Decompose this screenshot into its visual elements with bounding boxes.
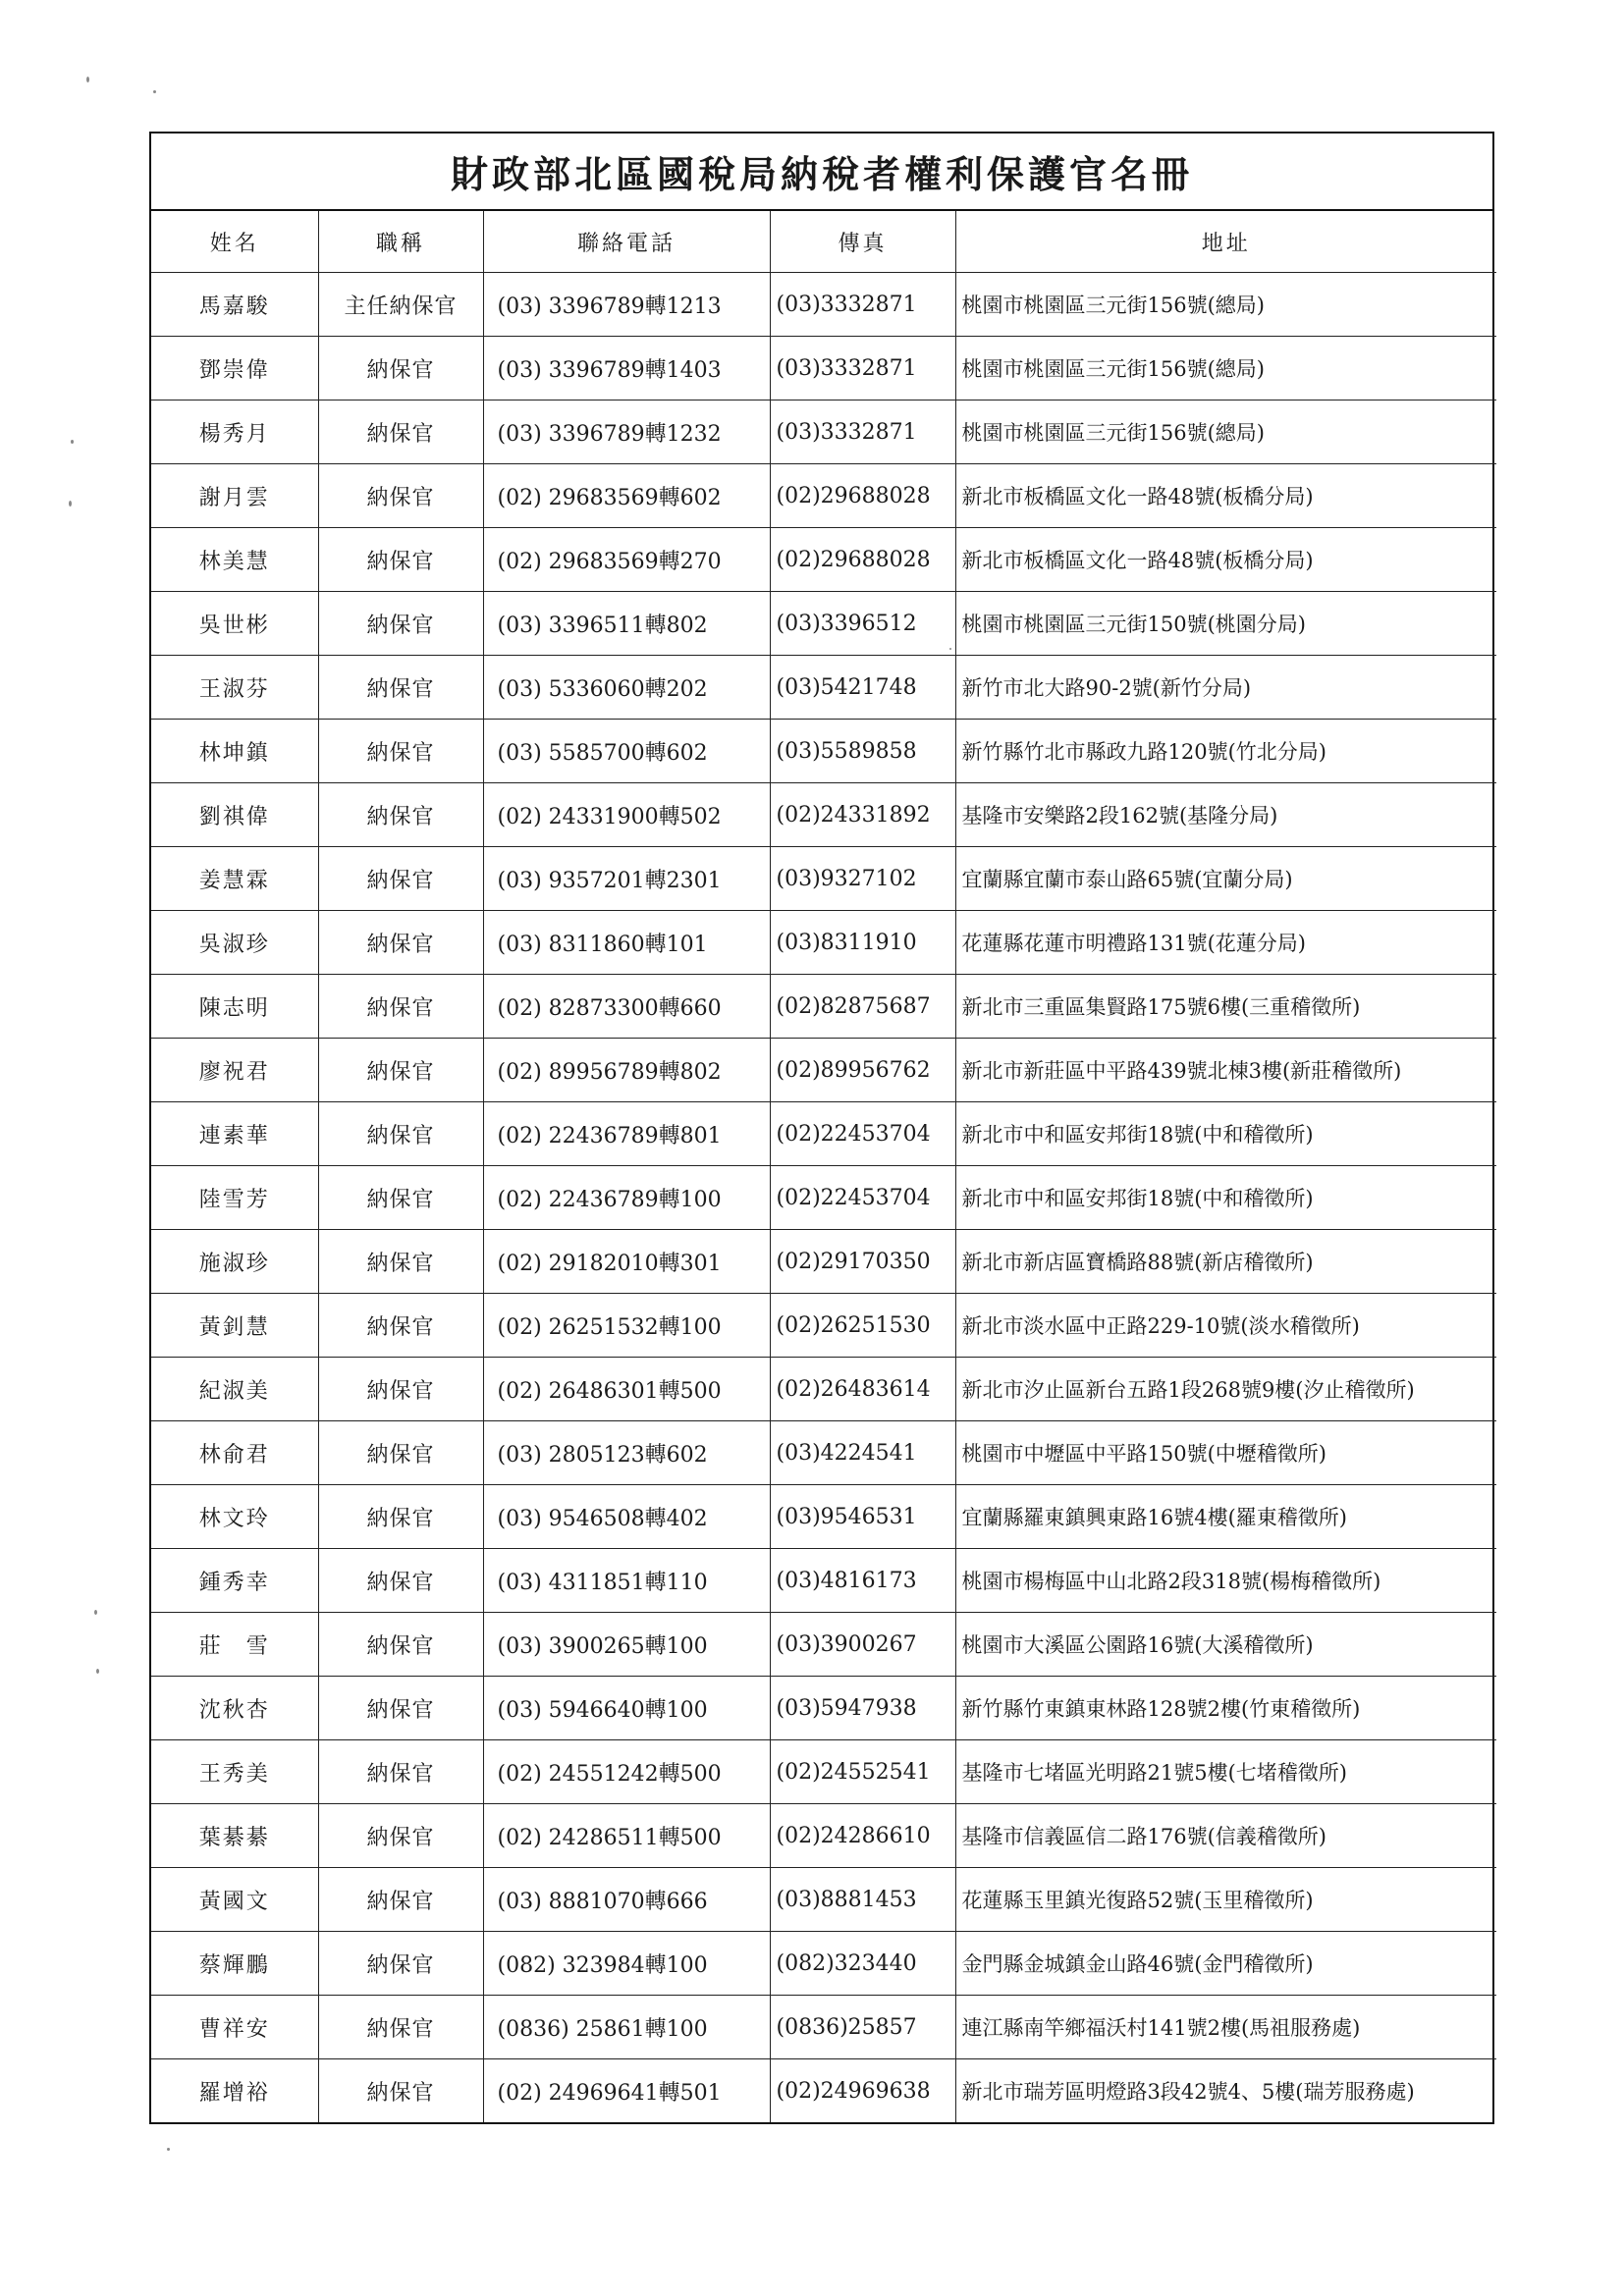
table-row — [151, 1677, 1496, 1740]
table-row — [151, 592, 1496, 656]
officer-fax: (03)5589858 — [770, 720, 955, 783]
officer-phone: (02) 29683569轉270 — [483, 528, 770, 592]
roster-table — [151, 211, 1496, 2122]
table-row — [151, 2059, 1496, 2123]
table-row — [151, 1358, 1496, 1421]
officer-title: 納保官 — [318, 1166, 483, 1230]
roster-document — [149, 132, 1494, 2124]
officer-address: 新北市板橋區文化一路48號(板橋分局) — [955, 464, 1496, 528]
officer-fax: (03)3396512 — [770, 592, 955, 656]
officer-phone: (0836) 25861轉100 — [483, 1996, 770, 2059]
officer-phone: (02) 26251532轉100 — [483, 1294, 770, 1358]
table-row — [151, 911, 1496, 975]
table-row — [151, 1996, 1496, 2059]
officer-phone: (03) 9546508轉402 — [483, 1485, 770, 1549]
officer-name: 黃釗慧 — [151, 1294, 318, 1358]
table-row — [151, 400, 1496, 464]
table-row — [151, 1294, 1496, 1358]
officer-title: 納保官 — [318, 1996, 483, 2059]
officer-phone: (02) 24969641轉501 — [483, 2059, 770, 2123]
officer-phone: (03) 3396789轉1403 — [483, 337, 770, 400]
officer-phone: (03) 3396789轉1213 — [483, 273, 770, 337]
officer-phone: (03) 3900265轉100 — [483, 1613, 770, 1677]
officer-address: 新北市中和區安邦街18號(中和稽徵所) — [955, 1102, 1496, 1166]
scan-speck — [94, 1610, 97, 1615]
table-row — [151, 1166, 1496, 1230]
officer-address: 連江縣南竿鄉福沃村141號2樓(馬祖服務處) — [955, 1996, 1496, 2059]
officer-address: 新北市汐止區新台五路1段268號9樓(汐止稽徵所) — [955, 1358, 1496, 1421]
officer-title: 納保官 — [318, 1677, 483, 1740]
officer-title: 納保官 — [318, 783, 483, 847]
officer-title: 納保官 — [318, 1358, 483, 1421]
officer-title: 納保官 — [318, 2059, 483, 2123]
officer-name: 林美慧 — [151, 528, 318, 592]
officer-phone: (03) 8311860轉101 — [483, 911, 770, 975]
officer-title: 納保官 — [318, 720, 483, 783]
officer-address: 宜蘭縣宜蘭市泰山路65號(宜蘭分局) — [955, 847, 1496, 911]
officer-fax: (02)29170350 — [770, 1230, 955, 1294]
officer-phone: (02) 82873300轉660 — [483, 975, 770, 1039]
officer-phone: (02) 29182010轉301 — [483, 1230, 770, 1294]
officer-phone: (02) 24551242轉500 — [483, 1740, 770, 1804]
officer-phone: (03) 5946640轉100 — [483, 1677, 770, 1740]
officer-title: 納保官 — [318, 1485, 483, 1549]
officer-name: 劉祺偉 — [151, 783, 318, 847]
officer-name: 羅增裕 — [151, 2059, 318, 2123]
officer-address: 新北市新莊區中平路439號北棟3樓(新莊稽徵所) — [955, 1039, 1496, 1102]
table-row — [151, 975, 1496, 1039]
officer-phone: (03) 5336060轉202 — [483, 656, 770, 720]
officer-fax: (03)8311910 — [770, 911, 955, 975]
scan-speck — [69, 501, 72, 507]
officer-address: 新竹市北大路90-2號(新竹分局) — [955, 656, 1496, 720]
officer-name: 施淑珍 — [151, 1230, 318, 1294]
officer-address: 新北市新店區寶橋路88號(新店稽徵所) — [955, 1230, 1496, 1294]
officer-phone: (03) 3396511轉802 — [483, 592, 770, 656]
table-row — [151, 1102, 1496, 1166]
table-row — [151, 464, 1496, 528]
officer-fax: (03)4224541 — [770, 1421, 955, 1485]
officer-name: 廖祝君 — [151, 1039, 318, 1102]
officer-name: 莊 雪 — [151, 1613, 318, 1677]
officer-address: 新北市三重區集賢路175號6樓(三重稽徵所) — [955, 975, 1496, 1039]
officer-phone: (02) 24331900轉502 — [483, 783, 770, 847]
officer-title: 納保官 — [318, 1102, 483, 1166]
officer-name: 陸雪芳 — [151, 1166, 318, 1230]
officer-title: 納保官 — [318, 1932, 483, 1996]
officer-name: 鄧崇偉 — [151, 337, 318, 400]
officer-fax: (02)22453704 — [770, 1102, 955, 1166]
officer-name: 陳志明 — [151, 975, 318, 1039]
officer-name: 林文玲 — [151, 1485, 318, 1549]
officer-phone: (03) 8881070轉666 — [483, 1868, 770, 1932]
scan-speck — [96, 1669, 99, 1674]
officer-title: 納保官 — [318, 592, 483, 656]
scan-speck — [153, 90, 156, 93]
officer-address: 新北市中和區安邦街18號(中和稽徵所) — [955, 1166, 1496, 1230]
officer-fax: (03)3900267 — [770, 1613, 955, 1677]
officer-fax: (02)26251530 — [770, 1294, 955, 1358]
officer-phone: (02) 29683569轉602 — [483, 464, 770, 528]
scan-speck — [71, 440, 74, 444]
officer-fax: (02)26483614 — [770, 1358, 955, 1421]
officer-address: 桃園市桃園區三元街156號(總局) — [955, 400, 1496, 464]
officer-title: 納保官 — [318, 1613, 483, 1677]
officer-address: 桃園市大溪區公園路16號(大溪稽徵所) — [955, 1613, 1496, 1677]
officer-title: 納保官 — [318, 847, 483, 911]
officer-phone: (02) 24286511轉500 — [483, 1804, 770, 1868]
officer-fax: (03)3332871 — [770, 400, 955, 464]
officer-address: 桃園市楊梅區中山北路2段318號(楊梅稽徵所) — [955, 1549, 1496, 1613]
officer-title: 納保官 — [318, 1868, 483, 1932]
officer-phone: (02) 22436789轉100 — [483, 1166, 770, 1230]
officer-name: 林坤鎮 — [151, 720, 318, 783]
officer-address: 金門縣金城鎮金山路46號(金門稽徵所) — [955, 1932, 1496, 1996]
officer-title: 納保官 — [318, 1294, 483, 1358]
officer-name: 葉綦綦 — [151, 1804, 318, 1868]
officer-title: 納保官 — [318, 1549, 483, 1613]
table-row — [151, 1868, 1496, 1932]
table-row — [151, 1485, 1496, 1549]
officer-address: 新北市瑞芳區明燈路3段42號4、5樓(瑞芳服務處) — [955, 2059, 1496, 2123]
officer-fax: (02)82875687 — [770, 975, 955, 1039]
officer-phone: (03) 2805123轉602 — [483, 1421, 770, 1485]
table-row — [151, 1230, 1496, 1294]
officer-address: 花蓮縣玉里鎮光復路52號(玉里稽徵所) — [955, 1868, 1496, 1932]
table-row — [151, 1549, 1496, 1613]
officer-fax: (082)323440 — [770, 1932, 955, 1996]
officer-name: 黃國文 — [151, 1868, 318, 1932]
officer-title: 納保官 — [318, 464, 483, 528]
officer-name: 吳淑珍 — [151, 911, 318, 975]
officer-title: 納保官 — [318, 528, 483, 592]
roster-body — [151, 273, 1496, 2123]
officer-address: 新北市淡水區中正路229-10號(淡水稽徵所) — [955, 1294, 1496, 1358]
officer-name: 沈秋杏 — [151, 1677, 318, 1740]
officer-phone: (03) 5585700轉602 — [483, 720, 770, 783]
table-row — [151, 656, 1496, 720]
table-row — [151, 337, 1496, 400]
officer-fax: (02)22453704 — [770, 1166, 955, 1230]
officer-fax: (02)89956762 — [770, 1039, 955, 1102]
officer-address: 新竹縣竹北市縣政九路120號(竹北分局) — [955, 720, 1496, 783]
officer-fax: (02)24331892 — [770, 783, 955, 847]
officer-name: 謝月雲 — [151, 464, 318, 528]
officer-name: 鍾秀幸 — [151, 1549, 318, 1613]
header-fax: 傳真 — [770, 211, 955, 273]
table-row — [151, 847, 1496, 911]
officer-name: 楊秀月 — [151, 400, 318, 464]
officer-fax: (03)3332871 — [770, 337, 955, 400]
officer-phone: (02) 26486301轉500 — [483, 1358, 770, 1421]
officer-address: 桃園市桃園區三元街156號(總局) — [955, 273, 1496, 337]
officer-address: 新北市板橋區文化一路48號(板橋分局) — [955, 528, 1496, 592]
officer-fax: (03)3332871 — [770, 273, 955, 337]
header-address: 地址 — [955, 211, 1496, 273]
officer-address: 基隆市安樂路2段162號(基隆分局) — [955, 783, 1496, 847]
officer-phone: (03) 4311851轉110 — [483, 1549, 770, 1613]
table-row — [151, 1039, 1496, 1102]
table-row — [151, 1740, 1496, 1804]
table-row — [151, 720, 1496, 783]
officer-address: 桃園市桃園區三元街150號(桃園分局) — [955, 592, 1496, 656]
table-row — [151, 783, 1496, 847]
header-row — [151, 211, 1496, 273]
officer-name: 曹祥安 — [151, 1996, 318, 2059]
officer-title: 納保官 — [318, 656, 483, 720]
officer-fax: (03)9327102 — [770, 847, 955, 911]
header-phone: 聯絡電話 — [483, 211, 770, 273]
officer-title: 納保官 — [318, 1230, 483, 1294]
officer-title: 納保官 — [318, 337, 483, 400]
officer-name: 蔡輝鵬 — [151, 1932, 318, 1996]
table-row — [151, 1932, 1496, 1996]
header-name: 姓名 — [151, 211, 318, 273]
officer-fax: (02)24552541 — [770, 1740, 955, 1804]
officer-title: 納保官 — [318, 1039, 483, 1102]
officer-address: 新竹縣竹東鎮東林路128號2樓(竹東稽徵所) — [955, 1677, 1496, 1740]
officer-fax: (03)8881453 — [770, 1868, 955, 1932]
officer-name: 王淑芬 — [151, 656, 318, 720]
officer-fax: (02)24286610 — [770, 1804, 955, 1868]
officer-title: 主任納保官 — [318, 273, 483, 337]
scan-speck — [167, 2148, 170, 2151]
officer-address: 桃園市中壢區中平路150號(中壢稽徵所) — [955, 1421, 1496, 1485]
table-row — [151, 1804, 1496, 1868]
header-title: 職稱 — [318, 211, 483, 273]
document-title: 財政部北區國稅局納稅者權利保護官名冊 — [151, 133, 1492, 211]
officer-title: 納保官 — [318, 911, 483, 975]
officer-name: 連素華 — [151, 1102, 318, 1166]
officer-title: 納保官 — [318, 1421, 483, 1485]
table-row — [151, 528, 1496, 592]
officer-fax: (03)5947938 — [770, 1677, 955, 1740]
officer-name: 吳世彬 — [151, 592, 318, 656]
table-row — [151, 273, 1496, 337]
officer-address: 宜蘭縣羅東鎮興東路16號4樓(羅東稽徵所) — [955, 1485, 1496, 1549]
officer-name: 王秀美 — [151, 1740, 318, 1804]
officer-address: 花蓮縣花蓮市明禮路131號(花蓮分局) — [955, 911, 1496, 975]
officer-name: 紀淑美 — [151, 1358, 318, 1421]
officer-phone: (02) 22436789轉801 — [483, 1102, 770, 1166]
officer-title: 納保官 — [318, 1740, 483, 1804]
officer-fax: (02)29688028 — [770, 528, 955, 592]
officer-phone: (03) 3396789轉1232 — [483, 400, 770, 464]
officer-name: 姜慧霖 — [151, 847, 318, 911]
officer-phone: (02) 89956789轉802 — [483, 1039, 770, 1102]
officer-address: 桃園市桃園區三元街156號(總局) — [955, 337, 1496, 400]
officer-title: 納保官 — [318, 1804, 483, 1868]
officer-fax: (03)4816173 — [770, 1549, 955, 1613]
officer-title: 納保官 — [318, 975, 483, 1039]
officer-name: 馬嘉駿 — [151, 273, 318, 337]
officer-phone: (03) 9357201轉2301 — [483, 847, 770, 911]
officer-fax: (03)5421748 — [770, 656, 955, 720]
table-row — [151, 1613, 1496, 1677]
scan-speck — [86, 77, 89, 82]
officer-phone: (082) 323984轉100 — [483, 1932, 770, 1996]
officer-fax: (0836)25857 — [770, 1996, 955, 2059]
officer-address: 基隆市七堵區光明路21號5樓(七堵稽徵所) — [955, 1740, 1496, 1804]
officer-address: 基隆市信義區信二路176號(信義稽徵所) — [955, 1804, 1496, 1868]
officer-fax: (03)9546531 — [770, 1485, 955, 1549]
officer-fax: (02)29688028 — [770, 464, 955, 528]
officer-fax: (02)24969638 — [770, 2059, 955, 2123]
table-row — [151, 1421, 1496, 1485]
officer-name: 林俞君 — [151, 1421, 318, 1485]
officer-title: 納保官 — [318, 400, 483, 464]
